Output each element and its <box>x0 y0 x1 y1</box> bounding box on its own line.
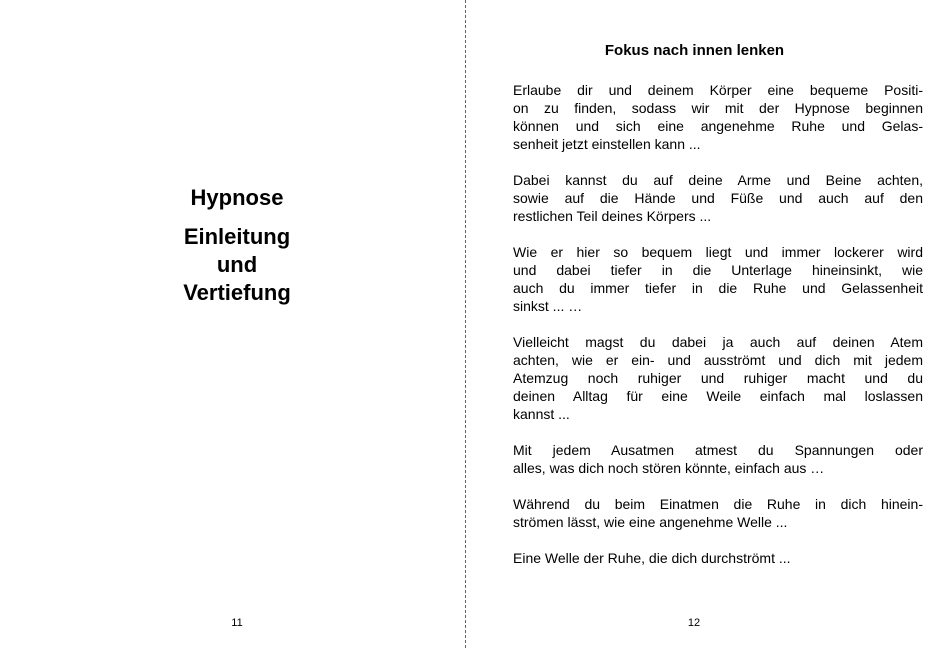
chapter-title-line: und <box>216 252 258 277</box>
text-line: Eine Welle der Ruhe, die dich durchströmt ... <box>513 550 791 566</box>
text-line: sinkst ... … <box>513 298 583 314</box>
text-line: senheit jetzt einstellen kann ... <box>513 136 701 152</box>
text-line: Während du beim Einatmen die Ruhe in dich hinein- <box>513 496 923 512</box>
right-page <box>467 0 930 648</box>
text-line: sowie auf die Hände und Füße und auch auf den <box>513 190 923 206</box>
text-line: alles, was dich noch stören könnte, einfach aus … <box>513 460 825 476</box>
text-line: und dabei tiefer in die Unterlage hineinsinkt, wie <box>513 262 923 278</box>
text-line: Mit jedem Ausatmen atmest du Spannungen oder <box>513 442 923 458</box>
paragraph <box>513 549 923 567</box>
paragraph <box>513 333 923 423</box>
text-line: Dabei kannst du auf deine Arme und Beine achten, <box>513 172 923 188</box>
text-line: achten, wie er ein- und ausströmt und dich mit jedem <box>513 352 923 368</box>
paragraph <box>513 171 923 225</box>
text-line: können und sich eine angenehme Ruhe und Gelas- <box>513 118 923 134</box>
page-number-right: 12 <box>687 617 701 629</box>
text-line: auch du immer tiefer in die Ruhe und Gelassenheit <box>513 280 923 296</box>
text-line: deinen Alltag für eine Weile einfach mal loslassen <box>513 388 923 404</box>
body-text <box>513 81 923 585</box>
text-line: Erlaube dir und deinem Körper eine bequeme Positi- <box>513 82 923 98</box>
paragraph <box>513 441 923 477</box>
text-line: restlichen Teil deines Körpers ... <box>513 208 712 224</box>
text-line: Vielleicht magst du dabei ja auch auf deinen Atem <box>513 334 923 350</box>
chapter-title-line: Einleitung <box>183 224 291 249</box>
section-heading: Fokus nach innen lenken <box>604 42 785 59</box>
paragraph <box>513 243 923 315</box>
chapter-title-line: Vertiefung <box>183 280 291 305</box>
page-number-left: 11 <box>231 617 243 629</box>
text-line: kannst ... <box>513 406 570 422</box>
page-divider <box>465 0 466 648</box>
paragraph <box>513 81 923 153</box>
text-line: strömen lässt, wie eine angenehme Welle ... <box>513 514 788 530</box>
text-line: Wie er hier so bequem liegt und immer lockerer wird <box>513 244 923 260</box>
paragraph <box>513 495 923 531</box>
chapter-title-line: Hypnose <box>190 185 284 210</box>
text-line: Atemzug noch ruhiger und ruhiger macht und du <box>513 370 923 386</box>
text-line: on zu finden, sodass wir mit der Hypnose beginnen <box>513 100 923 116</box>
